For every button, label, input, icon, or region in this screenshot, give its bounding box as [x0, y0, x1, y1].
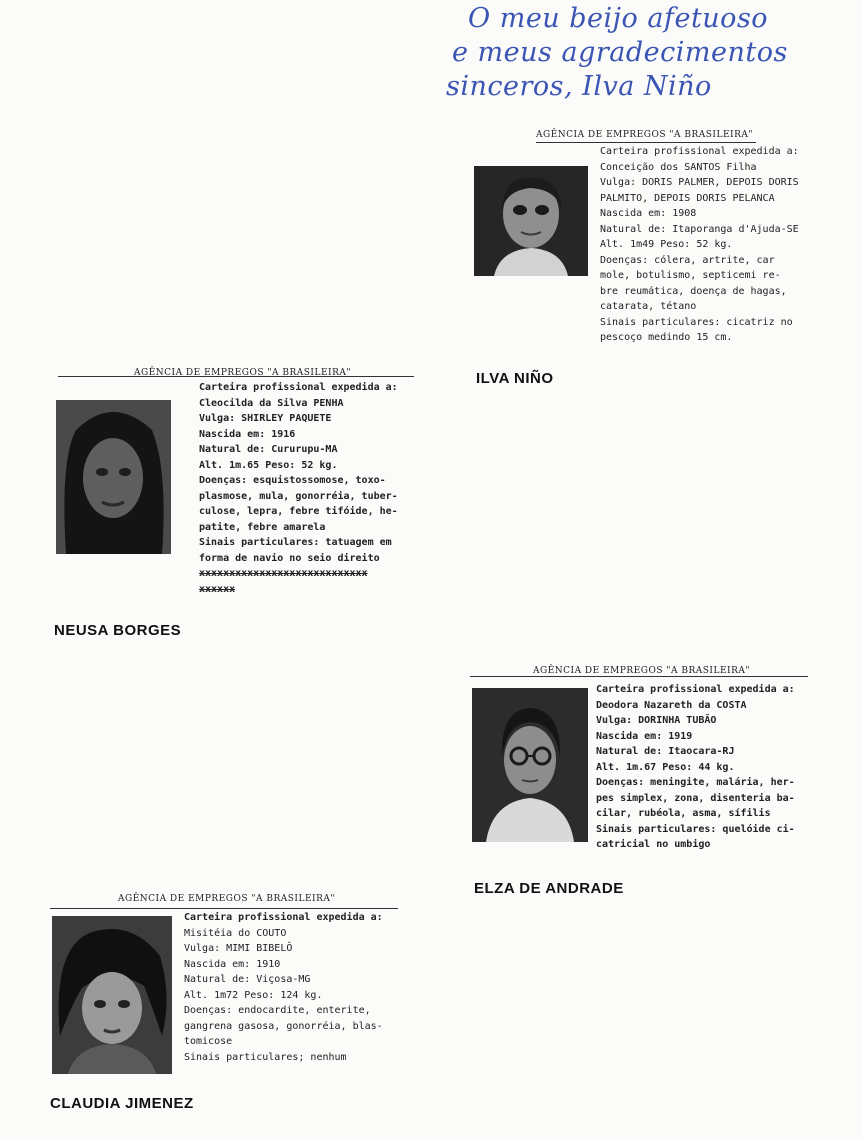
card-rule: [58, 376, 414, 377]
id-card-ilva-nino: [474, 128, 804, 348]
dedication-line: sinceros, Ilva Niño: [446, 71, 712, 102]
id-card-elza-de-andrade: [470, 664, 820, 864]
card-field-line: tomicose: [184, 1036, 233, 1047]
card-field-line: Alt. 1m49 Peso: 52 kg.: [600, 239, 733, 250]
card-field-line: Sinais particulares: cicatriz no: [600, 316, 793, 328]
card-field-line: Misitéia do COUTO: [184, 927, 287, 939]
card-field-line: Carteira profissional expedida a:: [596, 684, 795, 695]
card-rule: [536, 142, 756, 143]
card-field-line: Vulga: DORINHA TUBÃO: [596, 715, 717, 726]
card-field-line: Vulga: DORIS PALMER, DEPOIS DORIS: [600, 177, 799, 188]
portrait-photo: [56, 400, 171, 554]
card-field-line: Nascida em: 1908: [600, 208, 697, 219]
card-field-line: bre reumática, doença de hagas,: [600, 285, 787, 297]
card-fields: [184, 910, 383, 1065]
card-field-line: Nascida em: 1919: [596, 730, 693, 742]
portrait-photo: [474, 166, 588, 276]
card-agency-header: AGÊNCIA DE EMPREGOS "A BRASILEIRA": [118, 894, 335, 904]
card-field-line-struck: xxxxxxxxxxxxxxxxxxxxxxxxxxxx: [199, 568, 368, 579]
card-field-line: patite, febre amarela: [199, 521, 326, 533]
card-field-line: Natural de: Cururupu-MA: [199, 444, 338, 455]
card-fields: [199, 380, 398, 597]
portrait-photo: [472, 688, 588, 842]
id-card-neusa-borges: [58, 366, 418, 606]
actress-name-label: ELZA DE ANDRADE: [474, 880, 624, 897]
card-field-line: Doenças: endocardite, enterite,: [184, 1005, 371, 1016]
card-field-line: Deodora Nazareth da COSTA: [596, 699, 747, 711]
card-field-line: Alt. 1m.67 Peso: 44 kg.: [596, 761, 735, 773]
card-field-line: catricial no umbigo: [596, 839, 711, 850]
card-field-line: Carteira profissional expedida a:: [199, 382, 398, 393]
card-field-line: Cleocilda da Silva PENHA: [199, 397, 344, 409]
handwritten-dedication: [440, 2, 858, 104]
card-field-line: PALMITO, DEPOIS DORIS PELANCA: [600, 192, 775, 204]
id-card-claudia-jimenez: [50, 892, 410, 1082]
card-field-line: gangrena gasosa, gonorréia, blas-: [184, 1020, 383, 1032]
actress-name-label: NEUSA BORGES: [54, 622, 182, 639]
dedication-line: O meu beijo afetuoso: [468, 3, 769, 34]
card-field-line: plasmose, mula, gonorréia, tuber-: [199, 490, 398, 502]
card-field-line: Sinais particulares: tatuagem em: [199, 537, 392, 548]
card-agency-header: AGÊNCIA DE EMPREGOS "A BRASILEIRA": [533, 666, 750, 676]
card-field-line: Doenças: cólera, artrite, car: [600, 254, 775, 266]
card-field-line: catarata, tétano: [600, 301, 697, 312]
card-field-line: Conceição dos SANTOS Filha: [600, 161, 757, 173]
card-field-line: culose, lepra, febre tifóide, he-: [199, 506, 398, 517]
card-field-line: Carteira profissional expedida a:: [600, 146, 799, 157]
card-rule: [470, 676, 808, 677]
card-field-line: pes simplex, zona, disenteria ba-: [596, 792, 795, 804]
card-field-line: cilar, rubéola, asma, sífilis: [596, 808, 771, 819]
actress-name-label: ILVA NIÑO: [476, 370, 554, 387]
card-field-line: forma de navio no seio direito: [199, 552, 380, 564]
card-field-line: Nascida em: 1910: [184, 958, 281, 970]
card-rule: [50, 908, 398, 909]
card-field-line: Natural de: Itaporanga d'Ajuda-SE: [600, 223, 799, 235]
card-field-line: Sinais particulares: quelóide ci-: [596, 823, 795, 835]
card-field-line: Sinais particulares; nenhum: [184, 1051, 347, 1063]
card-field-line: Alt. 1m.65 Peso: 52 kg.: [199, 459, 338, 471]
card-field-line: mole, botulismo, septicemi re-: [600, 270, 781, 281]
card-field-line: Nascida em: 1916: [199, 428, 296, 440]
card-field-line-struck: xxxxxx: [199, 583, 236, 595]
card-field-line: Vulga: MIMI BIBELÔ: [184, 943, 293, 954]
portrait-photo: [52, 916, 172, 1074]
card-fields: [600, 144, 799, 346]
card-fields: [596, 682, 795, 853]
card-field-line: Doenças: meningite, malária, her-: [596, 777, 795, 788]
card-field-line: Natural de: Itaocara-RJ: [596, 746, 735, 757]
card-field-line: pescoço medindo 15 cm.: [600, 332, 733, 343]
card-field-line: Doenças: esquistossomose, toxo-: [199, 475, 386, 486]
card-field-line: Natural de: Viçosa-MG: [184, 974, 311, 985]
card-field-line: Carteira profissional expedida a:: [184, 912, 383, 923]
card-field-line: Alt. 1m72 Peso: 124 kg.: [184, 989, 323, 1001]
dedication-line: e meus agradecimentos: [452, 37, 788, 68]
card-field-line: Vulga: SHIRLEY PAQUETE: [199, 413, 332, 424]
card-agency-header: AGÊNCIA DE EMPREGOS "A BRASILEIRA": [134, 368, 351, 378]
card-agency-header: AGÊNCIA DE EMPREGOS "A BRASILEIRA": [536, 130, 753, 140]
actress-name-label: CLAUDIA JIMENEZ: [50, 1095, 194, 1112]
